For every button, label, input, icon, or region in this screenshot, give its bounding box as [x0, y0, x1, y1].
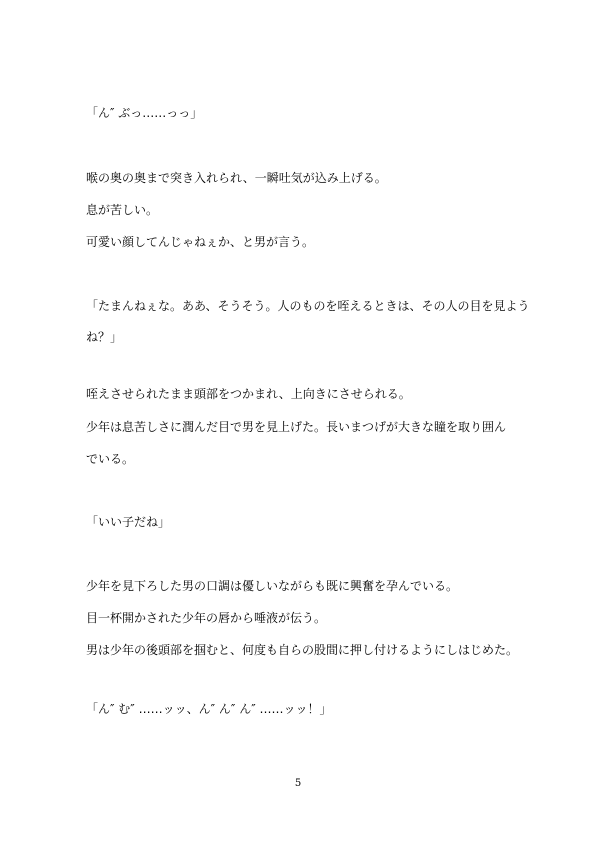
text-line-narration-4: 咥えさせられたまま頭部をつかまれ、上向きにさせられる。	[86, 387, 411, 401]
text-line-narration-3: 可愛い顔してんじゃねぇか、と男が言う。	[86, 235, 315, 249]
text-line-narration-5-cont: でいる。	[86, 452, 135, 466]
text-line-narration-8: 男は少年の後頭部を掴むと、何度も自らの股間に押し付けるようにしはじめた。	[86, 643, 519, 657]
text-line-narration-6: 少年を見下ろした男の口調は優しいながらも既に興奮を孕んでいる。	[86, 579, 459, 593]
text-line-dialogue-2: 「たまんねぇな。ああ、そうそう。人のものを咥えるときは、その人の目を見よう	[86, 299, 530, 313]
text-line-dialogue-3: 「いい子だね」	[86, 515, 171, 529]
text-line-narration-7: 目一杯開かされた少年の唇から唾液が伝う。	[86, 611, 327, 625]
text-line-dialogue-1: 「ん″ ぶっ……っっ」	[86, 106, 203, 120]
text-line-narration-1: 喉の奥の奥まで突き入れられ、一瞬吐気が込み上げる。	[86, 171, 387, 185]
text-line-dialogue-4: 「ん″ む″ ……ッッ、ん″ ん″ ん″ ……ッッ！」	[86, 702, 332, 716]
text-line-dialogue-2-cont: ね？」	[86, 330, 123, 344]
text-line-narration-5: 少年は息苦しさに潤んだ目で男を見上げた。長いまつげが大きな瞳を取り囲ん	[86, 420, 507, 434]
text-line-narration-2: 息が苦しい。	[86, 203, 159, 217]
page-number: 5	[294, 778, 302, 789]
